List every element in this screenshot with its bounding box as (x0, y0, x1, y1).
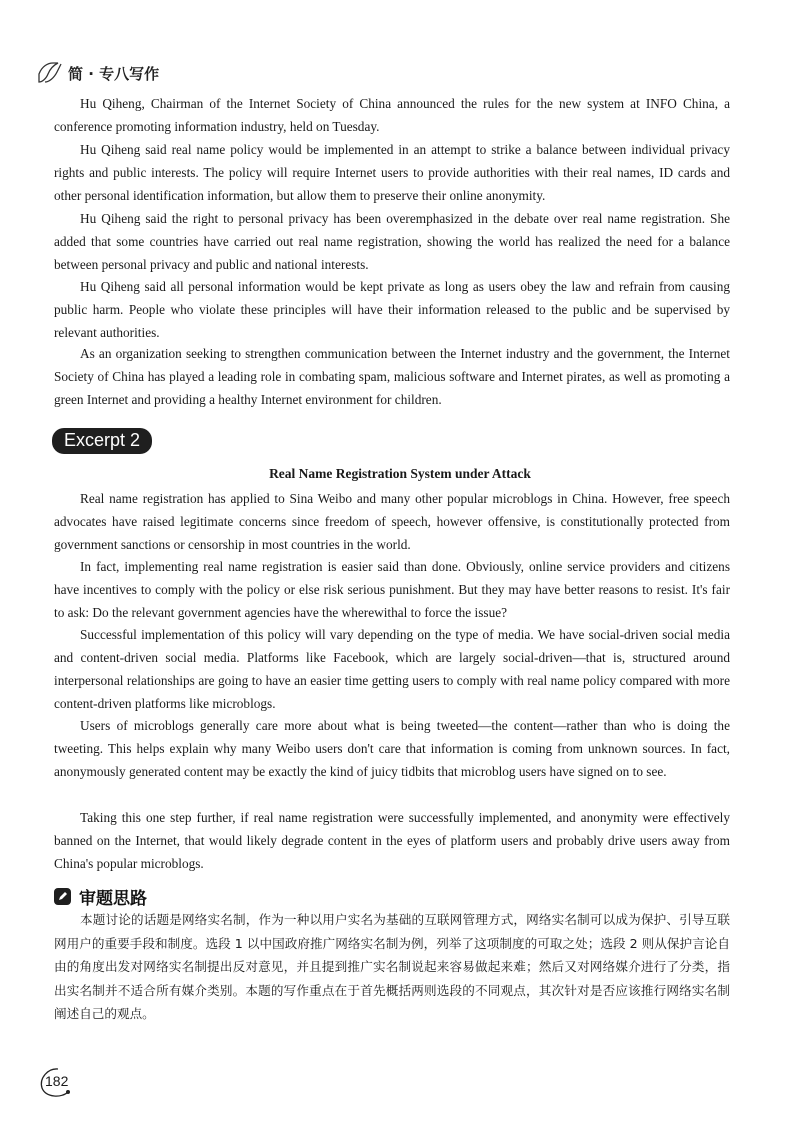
excerpt2-paragraph: Taking this one step further, if real name registration were successfully implemented, and anonymity were effectively banned on the Internet, that would likely degrade content in the eyes of platform users and probably drive users away from China's popular microblogs. (54, 810, 730, 871)
pencil-icon (54, 888, 71, 905)
excerpt-2-title: Real Name Registration System under Attack (269, 466, 531, 481)
excerpt2-paragraph: In fact, implementing real name registration is easier said than done. Obviously, online service providers and citizens have incentives to comply with the policy or else risk serious punishment. But they may have better reasons to resist. It's fair to ask: Do the relevant government agencies have the wherewithal to force the issue? (54, 559, 730, 620)
excerpt1-paragraph: Hu Qiheng said all personal information would be kept private as long as users obey the law and refrain from causing public harm. People who violate these principles will have their information released to the public and be supervised by relevant authorities. (54, 279, 730, 340)
excerpt2-paragraph: Users of microblogs generally care more about what is being tweeted—the content—rather than who is doing the tweeting. This helps explain why many Weibo users don't care that information is coming from unknown sources. In fact, anonymously generated content may be exactly the kind of juicy tidbits that microblog users have signed on to see. (54, 718, 730, 779)
excerpt1-paragraph: As an organization seeking to strengthen communication between the Internet industry and the government, the Internet Society of China has played a leading role in combating spam, malicious software and Internet pirates, as well as promoting a green Internet and providing a healthy Internet environment for children. (54, 346, 730, 407)
analysis-heading (54, 884, 147, 909)
excerpt1-paragraph: Hu Qiheng said real name policy would be implemented in an attempt to strike a balance between individual privacy rights and public interests. The policy will require Internet users to provide authorities with their real names, ID cards and other personal identification information, but allow them to preserve their online anonymity. (54, 142, 730, 203)
page-header (36, 60, 159, 86)
excerpt-2-badge: Excerpt 2 (52, 428, 152, 454)
page-number-text: 182 (45, 1073, 69, 1089)
excerpt1-paragraph: Hu Qiheng said the right to personal privacy has been overemphasized in the debate over real name registration. She added that some countries have carried out real name registration, showing the world has realized the need for a balance between personal privacy and public and national interests. (54, 211, 730, 272)
excerpt1-paragraph: Hu Qiheng, Chairman of the Internet Society of China announced the rules for the new system at INFO China, a conference promoting information industry, held on Tuesday. (54, 96, 730, 134)
page-number (38, 1064, 74, 1100)
excerpt2-paragraph: Real name registration has applied to Sina Weibo and many other popular microblogs in China. However, free speech advocates have raised legitimate concerns since freedom of speech, however offensive, is constitutionally protected from government sanctions or censorship in most countries in the world. (54, 491, 730, 552)
analysis-text: 本题讨论的话题是网络实名制，作为一种以用户实名为基础的互联网管理方式，网络实名制可以成为保护、引导互联网用户的重要手段和制度。选段 1 以中国政府推广网络实名制为例，列举了这项制度的可取之处；选段 2 则从保护言论自由的角度出发对网络实名制提出反对意见，并且提到推广实名制说起来容易做起来难；然后又对网络媒介进行了分类，指出实名制并不适合所有媒介类别。本题的写作重点在于首先概括两则选段的不同观点，其次针对是否应该推行网络实名制阐述自己的观点。 (54, 912, 730, 1021)
excerpt2-paragraph: Successful implementation of this policy will vary depending on the type of media. We have social-driven social media and content-driven social media. Platforms like Facebook, which are largely social-driven—that is, structured around interpersonal relationships are going to have an easier time getting users to comply with real name policy compared with more content-driven platforms like microblogs. (54, 627, 730, 711)
analysis-heading-text: 审题思路 (79, 889, 147, 909)
header-title: 简 · 专八写作 (68, 64, 160, 83)
book-logo-icon (36, 60, 64, 86)
